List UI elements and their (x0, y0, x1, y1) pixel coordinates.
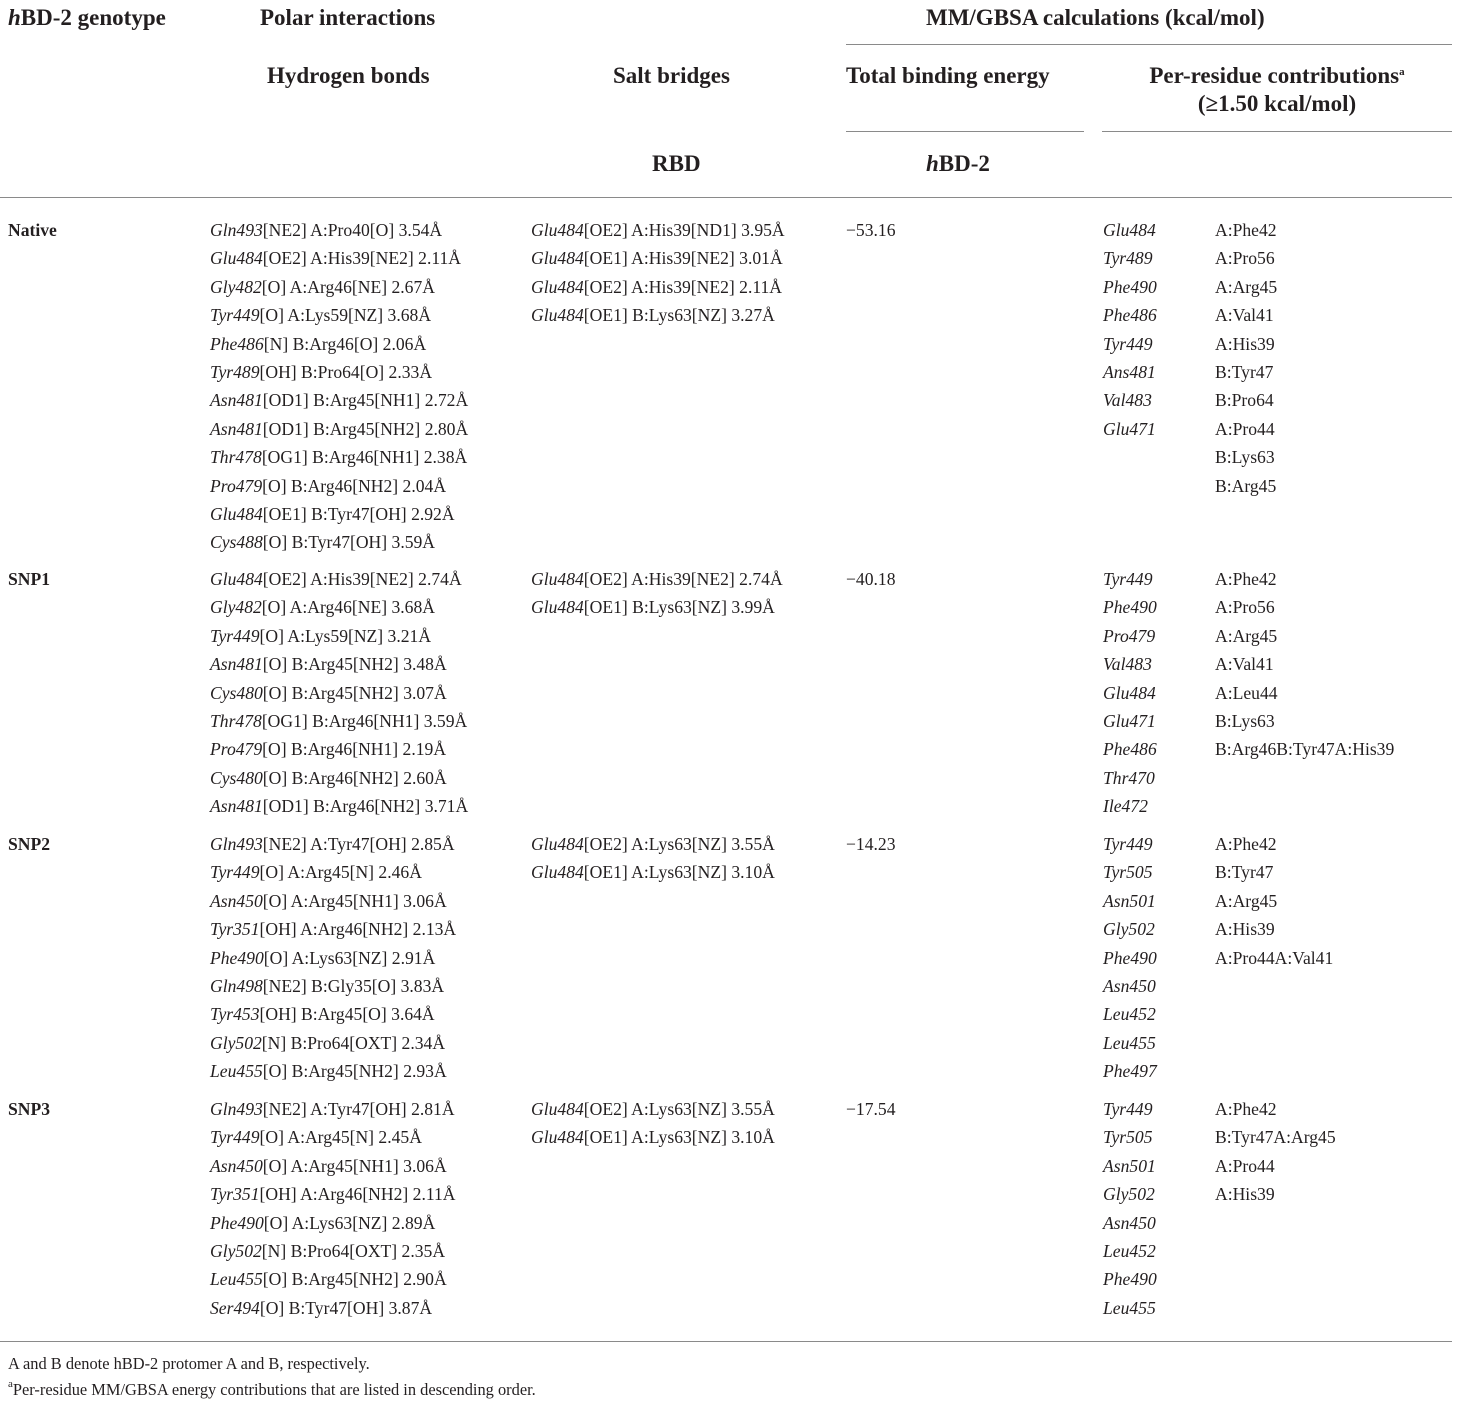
header-rbd: RBD (652, 151, 701, 176)
hydrogen-bond-entry: Pro479[O] B:Arg46[NH1] 2.19Å (210, 739, 447, 760)
hbd2-residue-entry: A:Pro56 (1215, 248, 1275, 269)
hydrogen-bond-entry: Tyr449[O] A:Arg45[N] 2.46Å (210, 862, 422, 883)
rbd-residue-entry: Phe490 (1103, 947, 1157, 968)
hbd2-residue-entry: A:Phe42 (1215, 1099, 1277, 1119)
hydrogen-bond-entry: Gly502[N] B:Pro64[OXT] 2.34Å (210, 1032, 446, 1053)
header-genotype: hBD-2 genotype (8, 5, 166, 30)
salt-bridge-entry: Glu484[OE1] B:Lys63[NZ] 3.99Å (531, 597, 775, 618)
hydrogen-bond-entry: Leu455[O] B:Arg45[NH2] 2.90Å (210, 1269, 447, 1290)
hbd2-residue-entry: A:His39 (1215, 919, 1275, 940)
hbd2-residue-entry: A:Leu44 (1215, 682, 1278, 703)
hbd2-residue-entry: A:Val41 (1215, 654, 1274, 675)
header-per-residue: Per-residue contributions$^a$ (≥1.50 kcal/mol) (1149, 63, 1405, 116)
hydrogen-bond-entry: Gln493[NE2] A:Tyr47[OH] 2.85Å (210, 834, 455, 854)
rbd-residue-list (1103, 830, 1157, 1086)
header-salt-bridges: Salt bridges (613, 63, 730, 88)
hydrogen-bond-entry: Asn481[OD1] B:Arg45[NH2] 2.80Å (210, 418, 469, 439)
hydrogen-bond-entry: Gln498[NE2] B:Gly35[O] 3.83Å (210, 976, 445, 997)
rbd-residue-entry: Asn450 (1103, 1212, 1156, 1233)
hydrogen-bond-entry: Gly482[O] A:Arg46[NE] 2.67Å (210, 276, 435, 297)
header-rule-energy (846, 131, 1084, 132)
hydrogen-bond-entry: Glu484[OE2] A:His39[NE2] 2.11Å (210, 248, 462, 269)
salt-bridge-list (531, 216, 785, 330)
hydrogen-bond-entry: Tyr449[O] A:Lys59[NZ] 3.21Å (210, 625, 432, 646)
hbd2-residue-list (1215, 565, 1394, 764)
salt-bridge-entry: Glu484[OE1] A:Lys63[NZ] 3.10Å (531, 862, 775, 883)
hbd2-residue-entry: B:Lys63 (1215, 447, 1275, 468)
rbd-residue-entry: Asn501 (1103, 890, 1156, 911)
hydrogen-bond-entry: Tyr449[O] A:Lys59[NZ] 3.68Å (210, 305, 432, 326)
rbd-residue-entry: Tyr449 (1103, 569, 1153, 589)
hydrogen-bond-entry: Gly482[O] A:Arg46[NE] 3.68Å (210, 597, 435, 618)
rbd-residue-entry: Gly502 (1103, 919, 1155, 940)
rbd-residue-list (1103, 216, 1157, 443)
hbd2-residue-entry: A:Phe42 (1215, 569, 1277, 589)
hydrogen-bond-entry: Ser494[O] B:Tyr47[OH] 3.87Å (210, 1297, 433, 1318)
rbd-residue-entry: Val483 (1103, 654, 1152, 675)
hydrogen-bond-entry: Phe490[O] A:Lys63[NZ] 2.91Å (210, 947, 436, 968)
rbd-residue-entry: Glu471 (1103, 418, 1156, 439)
rbd-residue-entry: Phe486 (1103, 739, 1157, 760)
hydrogen-bond-entry: Glu484[OE2] A:His39[NE2] 2.74Å (210, 569, 462, 589)
hydrogen-bond-entry: Cys488[O] B:Tyr47[OH] 3.59Å (210, 532, 436, 553)
hydrogen-bond-entry: Tyr489[OH] B:Pro64[O] 2.33Å (210, 362, 433, 383)
genotype-label: SNP2 (8, 834, 51, 854)
hbd2-residue-list (1215, 1095, 1336, 1209)
rbd-residue-entry: Ans481 (1103, 362, 1156, 383)
total-binding-energy-value: −14.23 (846, 834, 896, 854)
table-bottom-rule (0, 1341, 1452, 1342)
rbd-residue-entry: Leu452 (1103, 1241, 1156, 1262)
salt-bridge-entry: Glu484[OE2] A:His39[NE2] 2.74Å (531, 569, 783, 589)
rbd-residue-entry: Asn450 (1103, 976, 1156, 997)
rbd-residue-entry: Leu455 (1103, 1297, 1156, 1318)
header-hydrogen-bonds: Hydrogen bonds (267, 63, 430, 88)
rbd-residue-entry: Leu452 (1103, 1004, 1156, 1025)
rbd-residue-entry: Tyr505 (1103, 1127, 1153, 1148)
rbd-residue-entry: Leu455 (1103, 1032, 1156, 1053)
rbd-residue-entry: Phe490 (1103, 1269, 1157, 1290)
hbd2-residue-entry: A:Pro44 (1215, 418, 1275, 439)
hbd2-residue-entry: A:Phe42 (1215, 220, 1277, 240)
hbd2-residue-entry: A:Pro44A:Val41 (1215, 947, 1334, 968)
hbd2-residue-entry: B:Tyr47 (1215, 862, 1274, 883)
hydrogen-bond-entry: Tyr351[OH] A:Arg46[NH2] 2.11Å (210, 1184, 456, 1205)
hydrogen-bond-list (210, 565, 468, 821)
rbd-residue-entry: Asn501 (1103, 1155, 1156, 1176)
rbd-residue-entry: Glu471 (1103, 711, 1156, 732)
salt-bridge-entry: Glu484[OE2] A:Lys63[NZ] 3.55Å (531, 834, 775, 854)
salt-bridge-list (531, 565, 783, 622)
total-binding-energy-value: −53.16 (846, 220, 896, 240)
hydrogen-bond-entry: Phe486[N] B:Arg46[O] 2.06Å (210, 333, 427, 354)
hydrogen-bond-entry: Glu484[OE1] B:Tyr47[OH] 2.92Å (210, 504, 455, 525)
header-polar-interactions: Polar interactions (260, 5, 436, 30)
salt-bridge-list (531, 1095, 775, 1152)
hydrogen-bond-entry: Asn481[OD1] B:Arg46[NH2] 3.71Å (210, 796, 469, 817)
rbd-residue-entry: Tyr505 (1103, 862, 1153, 883)
rbd-residue-entry: Thr470 (1103, 767, 1155, 788)
salt-bridge-entry: Glu484[OE2] A:His39[NE2] 2.11Å (531, 276, 783, 297)
hydrogen-bond-entry: Leu455[O] B:Arg45[NH2] 2.93Å (210, 1061, 447, 1082)
hbd2-residue-entry: A:Arg45 (1215, 890, 1278, 911)
rbd-residue-list (1103, 1095, 1157, 1322)
hbd2-residue-entry: A:Arg45 (1215, 625, 1278, 646)
hydrogen-bond-entry: Gln493[NE2] A:Tyr47[OH] 2.81Å (210, 1099, 455, 1119)
salt-bridge-entry: Glu484[OE1] A:Lys63[NZ] 3.10Å (531, 1127, 775, 1148)
hydrogen-bond-list (210, 1095, 456, 1322)
hydrogen-bond-entry: Tyr453[OH] B:Arg45[O] 3.64Å (210, 1004, 435, 1025)
rbd-residue-entry: Tyr449 (1103, 834, 1153, 854)
hydrogen-bond-entry: Gln493[NE2] A:Pro40[O] 3.54Å (210, 220, 443, 240)
hbd2-residue-entry: A:Phe42 (1215, 834, 1277, 854)
salt-bridge-entry: Glu484[OE1] A:His39[NE2] 3.01Å (531, 248, 783, 269)
rbd-residue-entry: Phe490 (1103, 597, 1157, 618)
rbd-residue-entry: Gly502 (1103, 1184, 1155, 1205)
rbd-residue-entry: Tyr449 (1103, 1099, 1153, 1119)
hydrogen-bond-entry: Tyr449[O] A:Arg45[N] 2.45Å (210, 1127, 422, 1148)
hydrogen-bond-entry: Gly502[N] B:Pro64[OXT] 2.35Å (210, 1241, 446, 1262)
hbd2-residue-entry: B:Tyr47 (1215, 362, 1274, 383)
hydrogen-bond-entry: Asn481[O] B:Arg45[NH2] 3.48Å (210, 654, 447, 675)
rbd-residue-entry: Tyr449 (1103, 333, 1153, 354)
hydrogen-bond-entry: Asn450[O] A:Arg45[NH1] 3.06Å (210, 890, 447, 911)
hbd2-residue-entry: B:Pro64 (1215, 390, 1274, 411)
hbd2-residue-list (1215, 216, 1277, 500)
hbd2-residue-entry: A:Pro56 (1215, 597, 1275, 618)
total-binding-energy-value: −17.54 (846, 1099, 896, 1119)
hbd2-residue-entry: B:Arg45 (1215, 475, 1277, 496)
hbd2-residue-entry: A:Val41 (1215, 305, 1274, 326)
rbd-residue-entry: Glu484 (1103, 220, 1156, 240)
rbd-residue-entry: Phe486 (1103, 305, 1157, 326)
header-bottom-rule (0, 197, 1452, 198)
hydrogen-bond-list (210, 216, 468, 557)
rbd-residue-entry: Val483 (1103, 390, 1152, 411)
hbd2-residue-entry: B:Tyr47A:Arg45 (1215, 1127, 1336, 1148)
header-total-binding-energy: Total binding energy (846, 63, 1050, 88)
header-hbd2: hBD-2 (926, 151, 990, 176)
hydrogen-bond-entry: Phe490[O] A:Lys63[NZ] 2.89Å (210, 1212, 436, 1233)
hbd2-residue-entry: A:His39 (1215, 1184, 1275, 1205)
hydrogen-bond-entry: Asn450[O] A:Arg45[NH1] 3.06Å (210, 1155, 447, 1176)
rbd-residue-entry: Ile472 (1103, 796, 1148, 817)
hydrogen-bond-entry: Asn481[OD1] B:Arg45[NH1] 2.72Å (210, 390, 469, 411)
rbd-residue-entry: Glu484 (1103, 682, 1156, 703)
salt-bridge-list (531, 830, 775, 887)
hydrogen-bond-entry: Thr478[OG1] B:Arg46[NH1] 2.38Å (210, 447, 468, 468)
hbd2-residue-entry: B:Arg46B:Tyr47A:His39 (1215, 739, 1395, 760)
hydrogen-bond-entry: Tyr351[OH] A:Arg46[NH2] 2.13Å (210, 919, 457, 940)
hbd2-residue-entry: B:Lys63 (1215, 711, 1275, 732)
footnote-protomer: A and B denote hBD-2 protomer A and B, respectively. (8, 1354, 370, 1373)
salt-bridge-entry: Glu484[OE2] A:Lys63[NZ] 3.55Å (531, 1099, 775, 1119)
salt-bridge-entry: Glu484[OE2] A:His39[ND1] 3.95Å (531, 220, 785, 240)
footnote-per-residue: $^a$Per-residue MM/GBSA energy contributions that are listed in descending order. (8, 1378, 536, 1399)
hbd2-residue-entry: A:Arg45 (1215, 276, 1278, 297)
header-rule-per-residue (1102, 131, 1452, 132)
hbd2-residue-entry: A:Pro44 (1215, 1155, 1275, 1176)
genotype-label: SNP1 (8, 569, 51, 589)
hbd2-residue-list (1215, 830, 1333, 972)
rbd-residue-entry: Phe497 (1103, 1061, 1157, 1082)
genotype-label: Native (8, 220, 57, 240)
hbd2-residue-entry: A:His39 (1215, 333, 1275, 354)
total-binding-energy-value: −40.18 (846, 569, 896, 589)
header-mmgbsa: MM/GBSA calculations (kcal/mol) (926, 5, 1265, 30)
genotype-label: SNP3 (8, 1099, 51, 1119)
rbd-residue-entry: Pro479 (1103, 625, 1156, 646)
rbd-residue-entry: Tyr489 (1103, 248, 1153, 269)
hydrogen-bond-entry: Cys480[O] B:Arg46[NH2] 2.60Å (210, 767, 447, 788)
hydrogen-bond-list (210, 830, 456, 1086)
hydrogen-bond-entry: Cys480[O] B:Arg45[NH2] 3.07Å (210, 682, 447, 703)
hydrogen-bond-entry: Thr478[OG1] B:Arg46[NH1] 3.59Å (210, 711, 468, 732)
hydrogen-bond-entry: Pro479[O] B:Arg46[NH2] 2.04Å (210, 475, 447, 496)
rbd-residue-entry: Phe490 (1103, 276, 1157, 297)
header-rule-mmgbsa (846, 44, 1452, 45)
rbd-residue-list (1103, 565, 1157, 821)
salt-bridge-entry: Glu484[OE1] B:Lys63[NZ] 3.27Å (531, 305, 775, 326)
